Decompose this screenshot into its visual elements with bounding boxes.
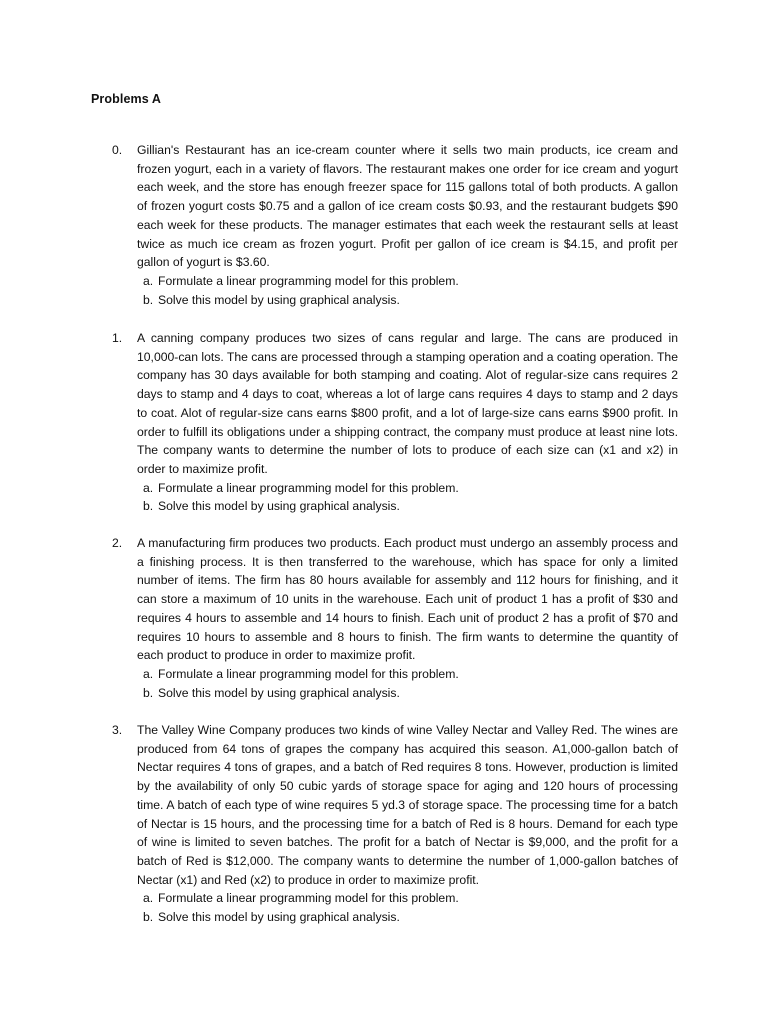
subpart-text: Formulate a linear programming model for this problem. [158, 666, 459, 681]
subpart-marker: b. [143, 499, 154, 514]
subpart-list [143, 272, 678, 309]
problem-text: A canning company produces two sizes of cans regular and large. The cans are produced in 10,000-can lots. The cans are processed through a stamping operation and a coating operation. The company has 30 days available for both stamping and coating. Alot of regular-size cans requires 2 days to stamp and 4 days to coat, whereas a lot of large cans requires 4 days to stamp and 2 days to coat. Alot of regular-size cans earns $800 profit, and a lot of large-size cans earns $900 profit. In order to fulfill its obligations under a shipping contract, the company must produce at least nine lots. The company wants to determine the number of lots to produce of each size can (x1 and x2) in order to maximize profit. [137, 331, 678, 476]
subpart-item [143, 684, 678, 703]
problem-text: Gillian's Restaurant has an ice-cream counter where it sells two main products, ice cream and frozen yogurt, each in a variety of flavors. The restaurant makes one order for ice cream and yogurt each week, and the store has enough freezer space for 115 gallons total of both products. A gallon of frozen yogurt costs $0.75 and a gallon of ice cream costs $0.93, and the restaurant budgets $90 each week for these products. The manager estimates that each week the restaurant sells at least twice as much ice cream as frozen yogurt. Profit per gallon of ice cream is $4.15, and profit per gallon of yogurt is $3.60. [137, 143, 678, 270]
problem-3 [112, 721, 678, 927]
subpart-text: Formulate a linear programming model for this problem. [158, 273, 459, 288]
subpart-marker: b. [143, 292, 154, 307]
subpart-text: Solve this model by using graphical analysis. [158, 685, 400, 700]
subpart-item [143, 291, 678, 310]
subpart-list [143, 479, 678, 516]
subpart-marker: a. [143, 666, 154, 681]
subpart-text: Formulate a linear programming model for this problem. [158, 891, 459, 906]
subpart-item [143, 908, 678, 927]
page-title: Problems A [91, 92, 162, 106]
problem-number: 3. [112, 723, 123, 737]
subpart-item [143, 497, 678, 516]
subpart-item [143, 479, 678, 498]
subpart-text: Formulate a linear programming model for this problem. [158, 480, 459, 495]
subpart-text: Solve this model by using graphical analysis. [158, 499, 400, 514]
problem-number: 0. [112, 143, 123, 157]
subpart-text: Solve this model by using graphical analysis. [158, 292, 400, 307]
problem-0 [112, 141, 678, 309]
subpart-list [143, 665, 678, 702]
subpart-list [143, 889, 678, 926]
subpart-item [143, 665, 678, 684]
subpart-marker: b. [143, 685, 154, 700]
problem-text: A manufacturing firm produces two products. Each product must undergo an assembly process and a finishing process. It is then transferred to the warehouse, which has space for only a limited number of items. The firm has 80 hours available for assembly and 112 hours for finishing, and it can store a maximum of 10 units in the warehouse. Each unit of product 1 has a profit of $30 and requires 4 hours to assemble and 14 hours to finish. Each unit of product 2 has a profit of $70 and requires 10 hours to assemble and 8 hours to finish. The firm wants to determine the quantity of each product to produce in order to maximize profit. [137, 536, 678, 663]
problem-text: The Valley Wine Company produces two kinds of wine Valley Nectar and Valley Red. The wines are produced from 64 tons of grapes the company has acquired this season. A1,000-gallon batch of Nectar requires 4 tons of grapes, and a batch of Red requires 8 tons. However, production is limited by the availability of only 50 cubic yards of storage space for aging and 120 hours of processing time. A batch of each type of wine requires 5 yd.3 of storage space. The processing time for a batch of Nectar is 15 hours, and the processing time for a batch of Red is 8 hours. Demand for each type of wine is limited to seven batches. The profit for a batch of Nectar is $9,000, and the profit for a batch of Red is $12,000. The company wants to determine the number of 1,000-gallon batches of Nectar (x1) and Red (x2) to produce in order to maximize profit. [137, 723, 678, 887]
subpart-item [143, 889, 678, 908]
subpart-marker: a. [143, 891, 154, 906]
subpart-text: Solve this model by using graphical analysis. [158, 910, 400, 925]
subpart-marker: a. [143, 273, 154, 288]
subpart-marker: a. [143, 480, 154, 495]
subpart-item [143, 272, 678, 291]
problem-number: 1. [112, 331, 123, 345]
problem-number: 2. [112, 536, 123, 550]
problem-1 [112, 329, 678, 516]
problem-2 [112, 534, 678, 702]
subpart-marker: b. [143, 910, 154, 925]
